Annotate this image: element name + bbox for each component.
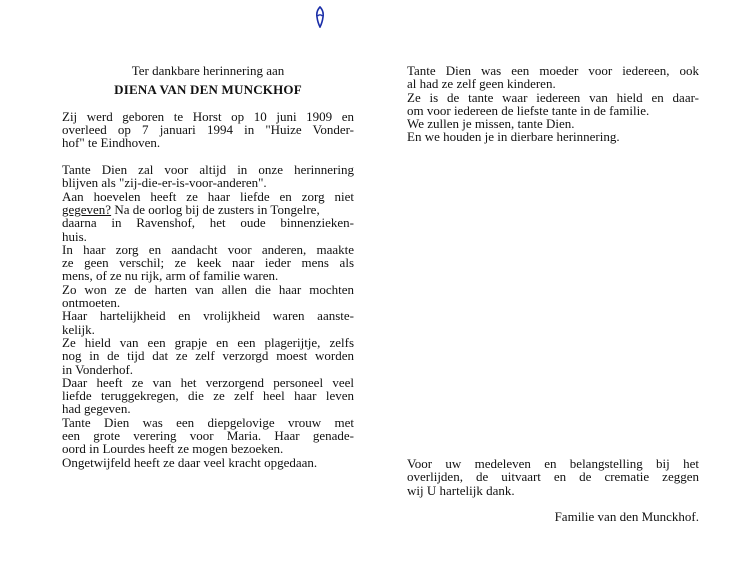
text-line: Tante Dien zal voor altijd in onze herinnering [62,162,354,178]
text-line: hof" te Eindhoven. [62,135,161,151]
text-line-mixed [62,203,354,216]
text-line: Ongetwijfeld heeft ze daar veel kracht opgedaan. [62,454,318,470]
text-line: Tante Dien was een diepgelovige vrouw met [62,414,354,430]
text-line: overleed op 7 januari 1994 in "Huize Vonder- [62,122,354,138]
text-line: Daar heeft ze van het verzorgend personeel veel [62,374,354,390]
text-line: Aan hoevelen heeft ze haar liefde en zorg niet [62,188,354,204]
family-signature: Familie van den Munckhof. [554,509,699,525]
thanks-block [407,457,699,523]
text-line: ontmoeten. [62,295,121,311]
text-line: al had ze zelf geen kinderen. [407,76,556,92]
text-line: Zo won ze de harten van allen die haar mochten [62,281,354,297]
text-line: blijven als "zij-die-er-is-voor-anderen". [62,175,267,191]
text-line: En we houden je in dierbare herinnering. [407,129,620,145]
text-line: huis. [62,228,87,244]
text-line: We zullen je missen, tante Dien. [407,116,575,132]
thanks-line: wij U hartelijk dank. [407,482,515,498]
text-line: een grote verering voor Maria. Haar genade- [62,428,354,444]
text-line: liefde teruggekregen, die ze zelf heel haar leven [62,388,354,404]
text-line: oord in Lourdes heeft ze mogen bezoeken. [62,441,284,457]
text-line: Ze hield van een grapje en een plagerijtje, zelfs [62,334,354,350]
text-line: daarna in Ravenshof, het oude binnenzieken- [62,215,354,231]
text-line: Tante Dien was een moeder voor iedereen, ook [407,63,699,78]
intro-line: Ter dankbare herinnering aan [131,63,285,78]
text-line: In haar zorg en aandacht voor anderen, maakte [62,241,354,257]
memorial-right-column [407,64,699,144]
text-line: nog in de tijd dat ze zelf verzorgd moest worden [62,348,354,364]
text-line: mens, of ze nu rijk, arm of familie waren. [62,268,279,284]
text-line: had gegeven. [62,401,131,417]
text-line: kelijk. [62,321,95,337]
thanks-line: Voor uw medeleven en belangstelling bij het [407,456,699,471]
text-line: in Vonderhof. [62,361,134,377]
cross-emblem-icon [314,6,326,28]
text-line: Haar hartelijkheid en vrolijkheid waren aanste- [62,308,354,324]
underlined-word: gegeven? [62,201,112,217]
deceased-name: DIENA VAN DEN MUNCKHOF [114,82,302,98]
text-line: ze geen verschil; ze keek naar ieder mens als [62,255,354,271]
text-line: Zij werd geboren te Horst op 10 juni 1909 en [62,108,354,124]
text-fragment: Na de oorlog bij de zusters in Tongelre, [111,201,320,217]
text-line: om voor iedereen de liefste tante in de familie. [407,102,650,118]
thanks-line: overlijden, de uitvaart en de crematie zeggen [407,469,699,485]
text-line: Ze is de tante waar iedereen van hield en daar- [407,89,699,105]
memorial-left-column [62,64,354,469]
